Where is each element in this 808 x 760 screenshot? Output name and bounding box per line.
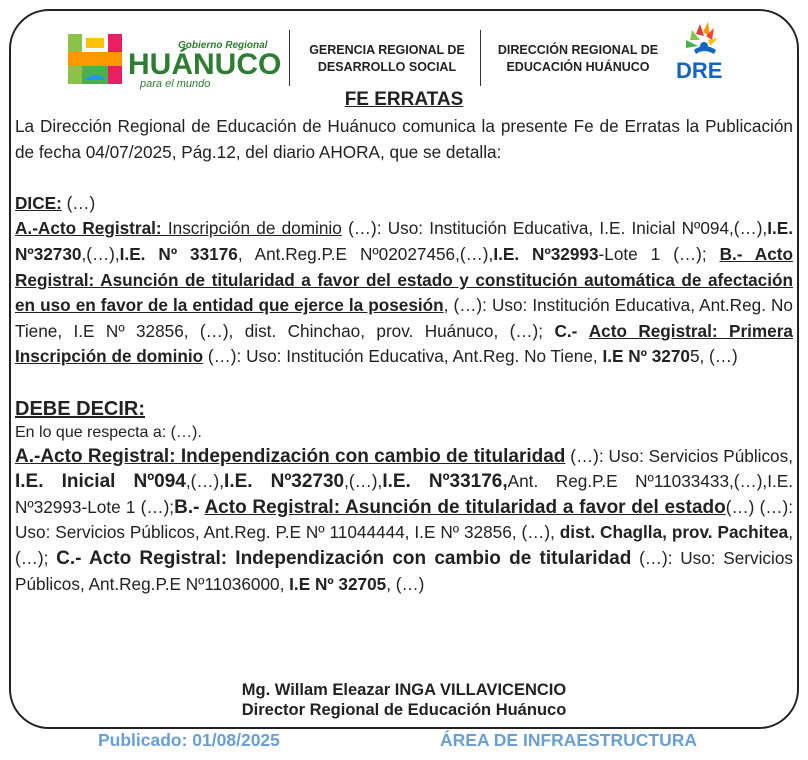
signatory-role: Director Regional de Educación Huánuco xyxy=(241,701,567,719)
published-date: Publicado: 01/08/2025 xyxy=(98,730,280,750)
direccion-label: DIRECCIÓN REGIONAL DE EDUCACIÓN HUÁNUCO xyxy=(497,43,659,74)
gerencia-label: GERENCIA REGIONAL DE DESARROLLO SOCIAL xyxy=(309,43,465,74)
logo-name: HUÁNUCO xyxy=(128,48,282,81)
header-divider xyxy=(480,30,481,86)
signatory-name: Mg. Willam Eleazar INGA VILLAVICENCIO xyxy=(241,681,567,699)
gobierno-regional-logo xyxy=(66,30,124,88)
dice-heading: DICE: xyxy=(15,192,62,213)
dice-paragraph: A.-Acto Registral: Inscripción de dominio (…): Uso: Institución Educativa, I.E. Inicial Nº094,(…),I.E. Nº32730,(…),I.E. Nº 33176, Ant.Reg.P.E Nº02027456,(…),I.E. Nº32993-Lote 1 (…); B.- Acto Registral: Asunción de titularidad a favor del estado y constitución automática de afectación en uso en favor de la entidad que ejerce la posesión, (…): Uso: Institución Educativa, Ant.Reg. No Tiene, I.E Nº 32856, (…), dist. Chinchao, prov. Huánuco, (…); C.- Acto Registral: Primera Inscripción de dominio (…): Uso: Institución Educativa, Ant.Reg. No Tiene, I.E Nº 32705, (…) xyxy=(15,218,793,367)
signature-block xyxy=(0,680,808,720)
logo-gob-text: Gobierno Regional xyxy=(178,40,268,51)
intro-paragraph: La Dirección Regional de Educación de Huánuco comunica la presente Fe de Erratas la Publicación de fecha 04/07/2025, Pág.12, del diario AHORA, que se detalla: xyxy=(15,116,793,162)
debe-intro: En lo que respecta a: (…). xyxy=(15,423,202,441)
area-label: ÁREA DE INFRAESTRUCTURA xyxy=(440,730,697,750)
dice-heading-line: DICE: (…) xyxy=(15,192,96,213)
debe-heading: DEBE DECIR: xyxy=(15,397,146,420)
header-divider xyxy=(289,30,290,86)
logo-tagline: para el mundo xyxy=(140,78,211,90)
debe-paragraph: A.-Acto Registral: Independización con cambio de titularidad (…): Uso: Servicios Públicos, I.E. Inicial Nº094,(…),I.E. Nº32730,(…),I.E. Nº33176,Ant. Reg.P.E Nº11033433,(…),I.E. Nº32993-Lote 1 (…);B.- Acto Registral: Asunción de titularidad a favor del estado(…) (…): Uso: Servicios Públicos, Ant.Reg. P.E Nº 11044444, I.E Nº 32856, (…), dist. Chaglla, prov. Pachitea, (…); C.- Acto Registral: Independización con cambio de titularidad (…): Uso: Servicios Públicos, Ant.Reg.P.E Nº11036000, I.E Nº 32705, (…) xyxy=(15,445,794,594)
dre-logo xyxy=(670,20,740,86)
page-title: FE ERRATAS xyxy=(344,89,464,110)
header xyxy=(0,18,808,90)
notice-body xyxy=(15,114,793,597)
svg-text:DRE: DRE xyxy=(676,58,723,83)
